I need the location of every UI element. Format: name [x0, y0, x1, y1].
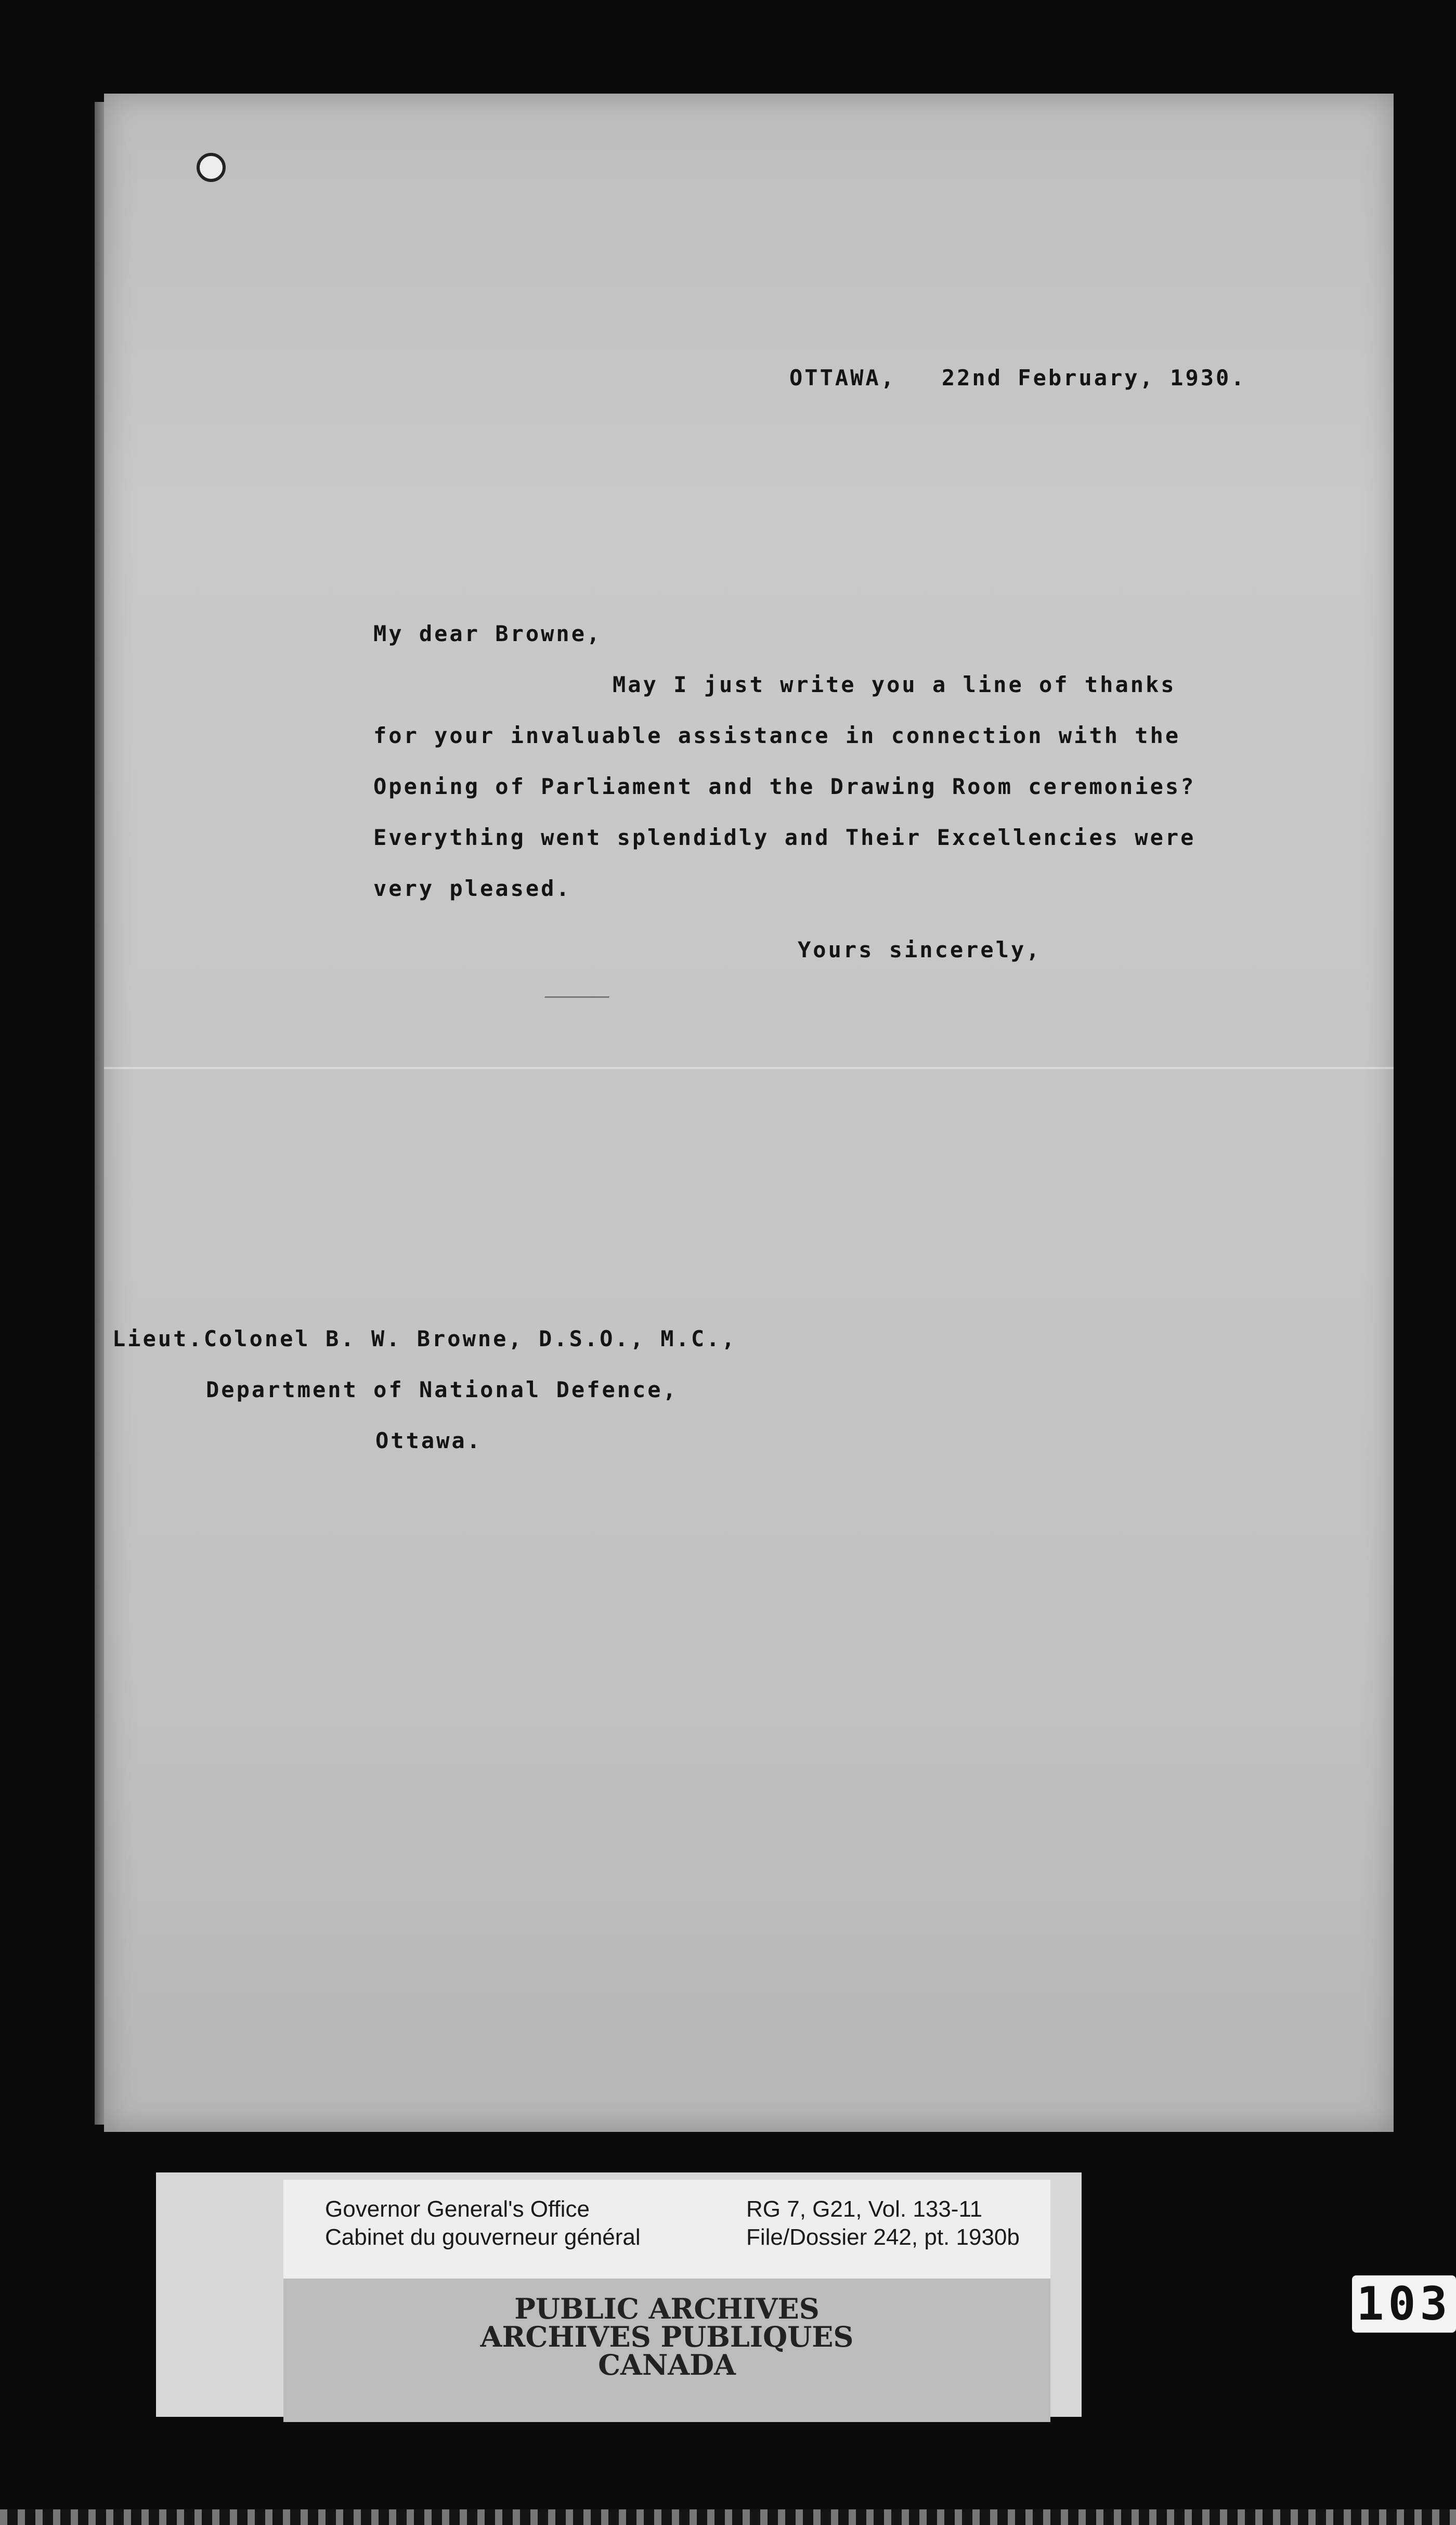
film-sprocket-edge: [0, 2509, 1456, 2525]
archives-stamp-line-2: ARCHIVES PUBLIQUES: [480, 2320, 854, 2353]
address-line-1: Lieut.Colonel B. W. Browne, D.S.O., M.C.,: [112, 1326, 737, 1351]
body-line-3: Opening of Parliament and the Drawing Room ceremonies?: [373, 774, 1196, 799]
body-line-2: for your invaluable assistance in connection with the: [373, 723, 1181, 748]
body-line-4: Everything went splendidly and Their Excellencies were: [373, 825, 1196, 850]
punch-hole: [197, 153, 226, 182]
frame-number: 103: [1352, 2275, 1456, 2333]
body-line-1: May I just write you a line of thanks: [613, 672, 1176, 697]
archive-file: File/Dossier 242, pt. 1930b: [746, 2224, 1020, 2250]
handwritten-initial: [544, 972, 618, 998]
address-line-3: Ottawa.: [375, 1428, 483, 1453]
closing: Yours sincerely,: [798, 937, 1042, 962]
office-french: Cabinet du gouverneur général: [325, 2224, 641, 2250]
archives-stamp-line-3: CANADA: [598, 2348, 736, 2381]
page-fold: [104, 1067, 1394, 1069]
office-english: Governor General's Office: [325, 2196, 590, 2222]
archives-stamp-line-1: PUBLIC ARCHIVES: [514, 2292, 820, 2325]
salutation: My dear Browne,: [373, 621, 602, 646]
body-line-5: very pleased.: [373, 876, 571, 901]
archive-reference: RG 7, G21, Vol. 133-11: [746, 2196, 983, 2222]
dateline: OTTAWA, 22nd February, 1930.: [789, 365, 1246, 391]
address-line-2: Department of National Defence,: [206, 1377, 678, 1402]
